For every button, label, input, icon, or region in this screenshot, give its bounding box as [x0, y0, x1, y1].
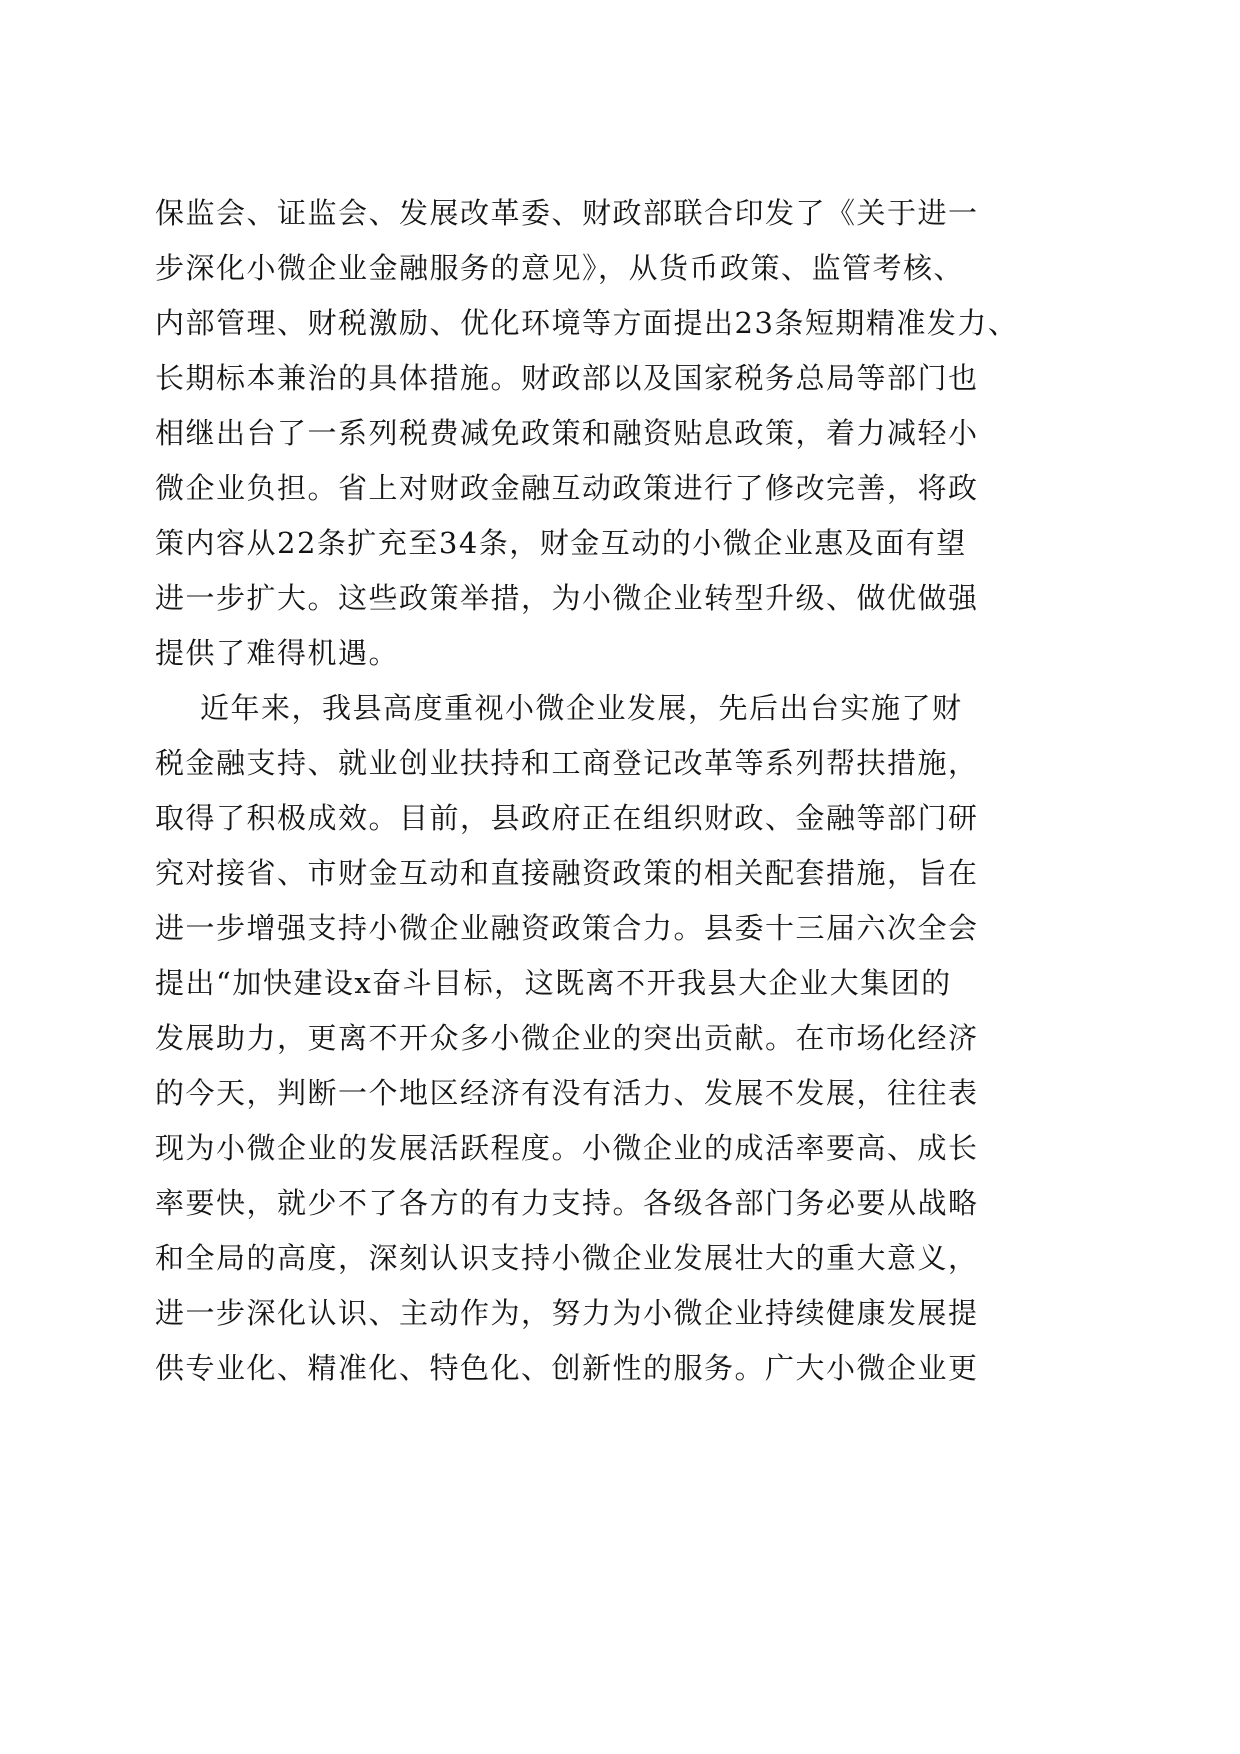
text-line: 微企业负担。省上对财政金融互动政策进行了修改完善，将政 [155, 471, 979, 505]
body-text [155, 186, 1115, 1396]
text-line: 提出“加快建设x奋斗目标，这既离不开我县大企业大集团的 [155, 966, 952, 1000]
text-line: 进一步增强支持小微企业融资政策合力。县委十三届六次全会 [155, 911, 979, 945]
text-line: 供专业化、精准化、特色化、创新性的服务。广大小微企业更 [155, 1351, 979, 1385]
text-line: 发展助力，更离不开众多小微企业的突出贡献。在市场化经济 [155, 1021, 979, 1055]
text-line: 策内容从22条扩充至34条，财金互动的小微企业惠及面有望 [155, 526, 967, 560]
text-line: 取得了积极成效。目前，县政府正在组织财政、金融等部门研 [155, 801, 979, 835]
text-line: 保监会、证监会、发展改革委、财政部联合印发了《关于进一 [155, 196, 979, 230]
text-line: 步深化小微企业金融服务的意见》，从货币政策、监管考核、 [155, 251, 965, 285]
text-line: 率要快，就少不了各方的有力支持。各级各部门务必要从战略 [155, 1186, 979, 1220]
paragraph-first-line: 近年来，我县高度重视小微企业发展，先后出台实施了财 [200, 691, 963, 725]
text-line: 进一步深化认识、主动作为，努力为小微企业持续健康发展提 [155, 1296, 979, 1330]
text-line: 和全局的高度，深刻认识支持小微企业发展壮大的重大意义， [155, 1241, 979, 1275]
text-line: 现为小微企业的发展活跃程度。小微企业的成活率要高、成长 [155, 1131, 979, 1165]
text-line: 进一步扩大。这些政策举措，为小微企业转型升级、做优做强 [155, 581, 979, 615]
text-line: 内部管理、财税激励、优化环境等方面提出23条短期精准发力、 [155, 306, 1019, 340]
text-line: 税金融支持、就业创业扶持和工商登记改革等系列帮扶措施， [155, 746, 979, 780]
text-line: 长期标本兼治的具体措施。财政部以及国家税务总局等部门也 [155, 361, 979, 395]
text-line: 提供了难得机遇。 [155, 636, 400, 670]
text-line: 究对接省、市财金互动和直接融资政策的相关配套措施，旨在 [155, 856, 979, 890]
text-line: 相继出台了一系列税费减免政策和融资贴息政策，着力减轻小 [155, 416, 979, 450]
text-line: 的今天，判断一个地区经济有没有活力、发展不发展，往往表 [155, 1076, 979, 1110]
